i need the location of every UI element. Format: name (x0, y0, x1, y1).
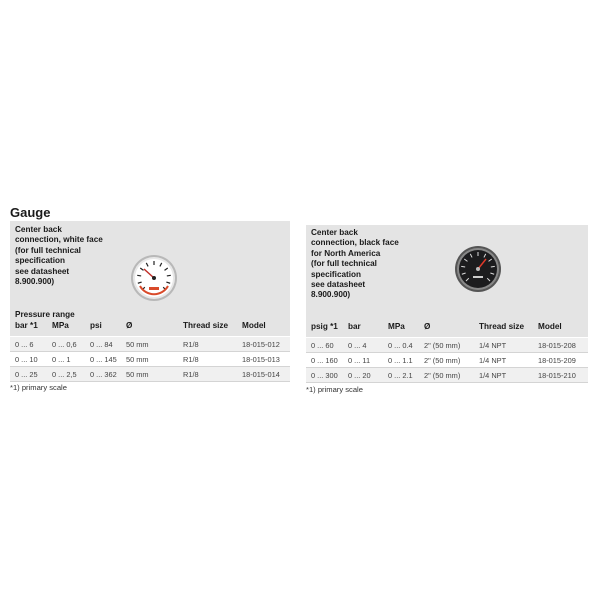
table-row (306, 338, 588, 353)
panel-header (10, 221, 290, 336)
table-cell: 0 ... 145 (90, 355, 117, 364)
table-row (306, 368, 588, 383)
table-cell: R1/8 (183, 340, 199, 349)
column-header: psig *1 (311, 322, 338, 331)
column-header: Model (242, 321, 266, 330)
table-cell: 0 ... 25 (15, 370, 38, 379)
table-cell: 0 ... 362 (90, 370, 117, 379)
table-cell: 18-015-209 (538, 356, 576, 365)
black-face-gauge-icon (454, 245, 502, 293)
column-header: psi (90, 321, 102, 330)
panel-header (306, 225, 588, 337)
table-cell: R1/8 (183, 370, 199, 379)
table-cell: 18-015-210 (538, 371, 576, 380)
table-cell: 18-015-013 (242, 355, 280, 364)
table-cell: 0 ... 10 (15, 355, 38, 364)
column-header: MPa (52, 321, 69, 330)
table-cell: 1/4 NPT (479, 371, 507, 380)
column-header: Thread size (183, 321, 229, 330)
section-title: Gauge (10, 205, 51, 220)
table-cell: 0 ... 0.4 (388, 341, 413, 350)
table-cell: 0 ... 160 (311, 356, 338, 365)
column-header: Ø (126, 321, 133, 330)
table-body (10, 337, 290, 382)
table-cell: R1/8 (183, 355, 199, 364)
column-header: Model (538, 322, 562, 331)
table-cell: 0 ... 0,6 (52, 340, 77, 349)
gauge-panel-black (306, 225, 588, 394)
table-cell: 0 ... 300 (311, 371, 338, 380)
footnote: *1) primary scale (306, 385, 363, 394)
table-cell: 18-015-012 (242, 340, 280, 349)
footnote: *1) primary scale (10, 383, 67, 392)
column-header: MPa (388, 322, 405, 331)
table-cell: 0 ... 1.1 (388, 356, 413, 365)
table-cell: 0 ... 20 (348, 371, 371, 380)
panel-description: Center back connection, black face for North America (for full technical specification see datasheet 8.900.900) (311, 228, 399, 300)
table-cell: 0 ... 6 (15, 340, 34, 349)
table-body (306, 338, 588, 383)
table-cell: 0 ... 4 (348, 341, 367, 350)
table-cell: 0 ... 1 (52, 355, 71, 364)
table-cell: 0 ... 2,5 (52, 370, 77, 379)
table-cell: 18-015-208 (538, 341, 576, 350)
column-header: bar *1 (15, 321, 38, 330)
table-cell: 18-015-014 (242, 370, 280, 379)
table-cell: 2" (50 mm) (424, 341, 461, 350)
table-cell: 0 ... 2.1 (388, 371, 413, 380)
column-header: bar (348, 322, 361, 331)
table-cell: 2" (50 mm) (424, 371, 461, 380)
table-cell: 0 ... 60 (311, 341, 334, 350)
table-cell: 1/4 NPT (479, 341, 507, 350)
white-face-gauge-icon (130, 254, 178, 302)
column-header: Ø (424, 322, 431, 331)
table-cell: 1/4 NPT (479, 356, 507, 365)
column-header: Thread size (479, 322, 525, 331)
table-row (306, 353, 588, 368)
gauge-panel-white (10, 221, 290, 392)
table-row (10, 337, 290, 352)
table-cell: 2" (50 mm) (424, 356, 461, 365)
table-cell: 50 mm (126, 340, 149, 349)
table-cell: 50 mm (126, 355, 149, 364)
panel-description: Center back connection, white face (for full technical specification see datasheet 8.900.900) (15, 225, 103, 287)
table-row (10, 367, 290, 382)
table-row (10, 352, 290, 367)
table-cell: 0 ... 11 (348, 356, 371, 365)
table-cell: 50 mm (126, 370, 149, 379)
table-cell: 0 ... 84 (90, 340, 113, 349)
pressure-range-label: Pressure range (15, 310, 75, 319)
